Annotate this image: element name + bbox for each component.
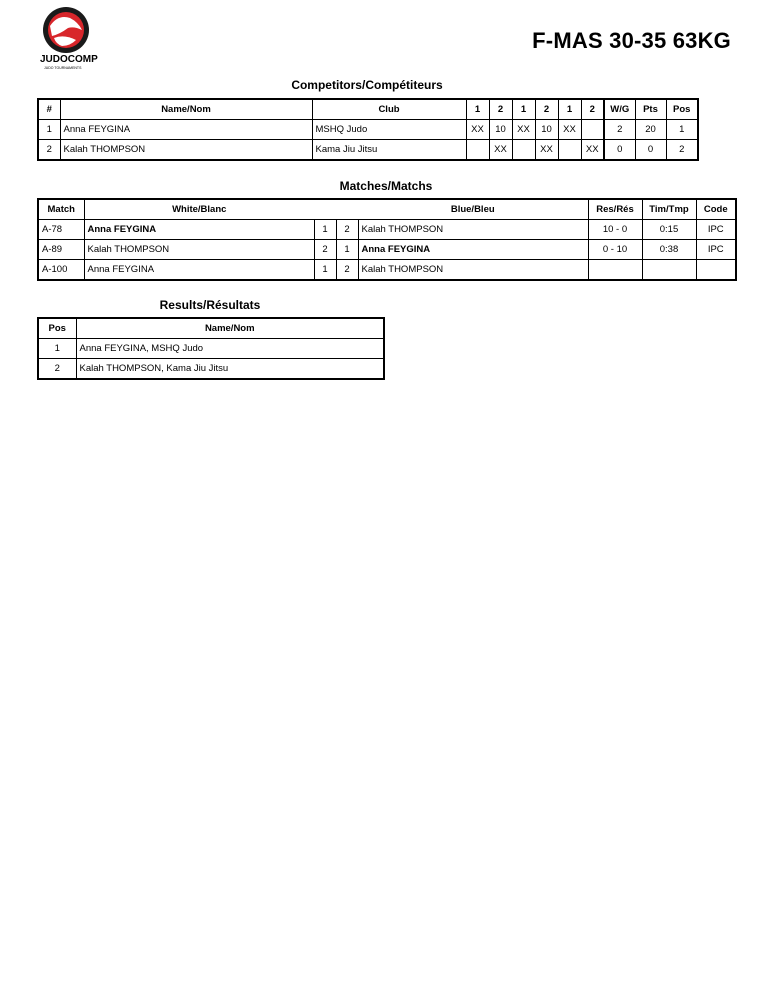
score-cell — [558, 140, 581, 161]
competitor-pts: 0 — [635, 140, 666, 161]
logo-subtext: JUDO TOURNAMENTS — [44, 66, 82, 70]
table-row — [38, 120, 698, 140]
match-id: A-100 — [38, 260, 84, 281]
score-cell: 10 — [489, 120, 512, 140]
competitor-number: 2 — [38, 140, 60, 161]
match-result: 10 - 0 — [588, 220, 642, 240]
score-cell: XX — [489, 140, 512, 161]
competitor-wg: 0 — [604, 140, 635, 161]
blue-competitor: Kalah THOMPSON — [358, 220, 588, 240]
table-row — [38, 339, 384, 359]
table-row — [38, 220, 736, 240]
matches-title: Matches/Matchs — [339, 179, 433, 193]
score-cell: XX — [558, 120, 581, 140]
results-header-row — [38, 318, 384, 339]
score-cell — [581, 120, 604, 140]
col-opp-2: 2 — [489, 99, 512, 120]
competitor-pos: 2 — [666, 140, 698, 161]
result-name: Kalah THOMPSON, Kama Jiu Jitsu — [76, 359, 384, 380]
match-time — [642, 260, 696, 281]
col-match: Match — [38, 199, 84, 220]
white-seed: 2 — [314, 240, 336, 260]
event-title: F-MAS 30-35 63KG — [532, 28, 731, 53]
col-club: Club — [312, 99, 466, 120]
blue-competitor: Kalah THOMPSON — [358, 260, 588, 281]
table-row — [38, 240, 736, 260]
match-result: 0 - 10 — [588, 240, 642, 260]
match-code: IPC — [696, 220, 736, 240]
competitor-name: Kalah THOMPSON — [60, 140, 312, 161]
match-id: A-89 — [38, 240, 84, 260]
table-row — [38, 260, 736, 281]
competitors-title: Competitors/Compétiteurs — [291, 78, 443, 92]
match-id: A-78 — [38, 220, 84, 240]
col-name: Name/Nom — [60, 99, 312, 120]
match-time: 0:15 — [642, 220, 696, 240]
white-competitor: Anna FEYGINA — [84, 220, 314, 240]
score-cell — [512, 140, 535, 161]
match-code: IPC — [696, 240, 736, 260]
col-pos: Pos — [666, 99, 698, 120]
col-opp-5: 1 — [558, 99, 581, 120]
col-time: Tim/Tmp — [642, 199, 696, 220]
competitors-table — [37, 98, 699, 161]
col-number: # — [38, 99, 60, 120]
result-pos: 1 — [38, 339, 76, 359]
white-seed: 1 — [314, 260, 336, 281]
col-opp-6: 2 — [581, 99, 604, 120]
competitor-pts: 20 — [635, 120, 666, 140]
matches-header-row — [38, 199, 736, 220]
white-competitor: Anna FEYGINA — [84, 260, 314, 281]
competitor-wg: 2 — [604, 120, 635, 140]
col-result: Res/Rés — [588, 199, 642, 220]
result-pos: 2 — [38, 359, 76, 380]
judocomp-logo — [38, 4, 100, 72]
blue-competitor: Anna FEYGINA — [358, 240, 588, 260]
match-time: 0:38 — [642, 240, 696, 260]
match-code — [696, 260, 736, 281]
results-title: Results/Résultats — [159, 298, 261, 312]
col-opp-1: 1 — [466, 99, 489, 120]
white-seed: 1 — [314, 220, 336, 240]
competitors-header-row — [38, 99, 698, 120]
blue-seed: 1 — [336, 240, 358, 260]
col-opp-4: 2 — [535, 99, 558, 120]
col-opp-3: 1 — [512, 99, 535, 120]
result-name: Anna FEYGINA, MSHQ Judo — [76, 339, 384, 359]
table-row — [38, 359, 384, 380]
col-pts: Pts — [635, 99, 666, 120]
results-table — [37, 317, 385, 380]
competitor-club: Kama Jiu Jitsu — [312, 140, 466, 161]
white-competitor: Kalah THOMPSON — [84, 240, 314, 260]
match-result — [588, 260, 642, 281]
score-cell — [466, 140, 489, 161]
col-code: Code — [696, 199, 736, 220]
logo-wordmark: JUDOCOMP — [40, 54, 98, 65]
col-blue: Blue/Bleu — [358, 199, 588, 220]
competitor-pos: 1 — [666, 120, 698, 140]
competitor-club: MSHQ Judo — [312, 120, 466, 140]
competitor-name: Anna FEYGINA — [60, 120, 312, 140]
score-cell: XX — [581, 140, 604, 161]
matches-table — [37, 198, 737, 281]
col-white: White/Blanc — [84, 199, 314, 220]
score-cell: XX — [535, 140, 558, 161]
col-name: Name/Nom — [76, 318, 384, 339]
col-pos: Pos — [38, 318, 76, 339]
score-cell: XX — [466, 120, 489, 140]
col-wg: W/G — [604, 99, 635, 120]
score-cell: XX — [512, 120, 535, 140]
blue-seed: 2 — [336, 220, 358, 240]
table-row — [38, 140, 698, 161]
competitor-number: 1 — [38, 120, 60, 140]
blue-seed: 2 — [336, 260, 358, 281]
score-cell: 10 — [535, 120, 558, 140]
